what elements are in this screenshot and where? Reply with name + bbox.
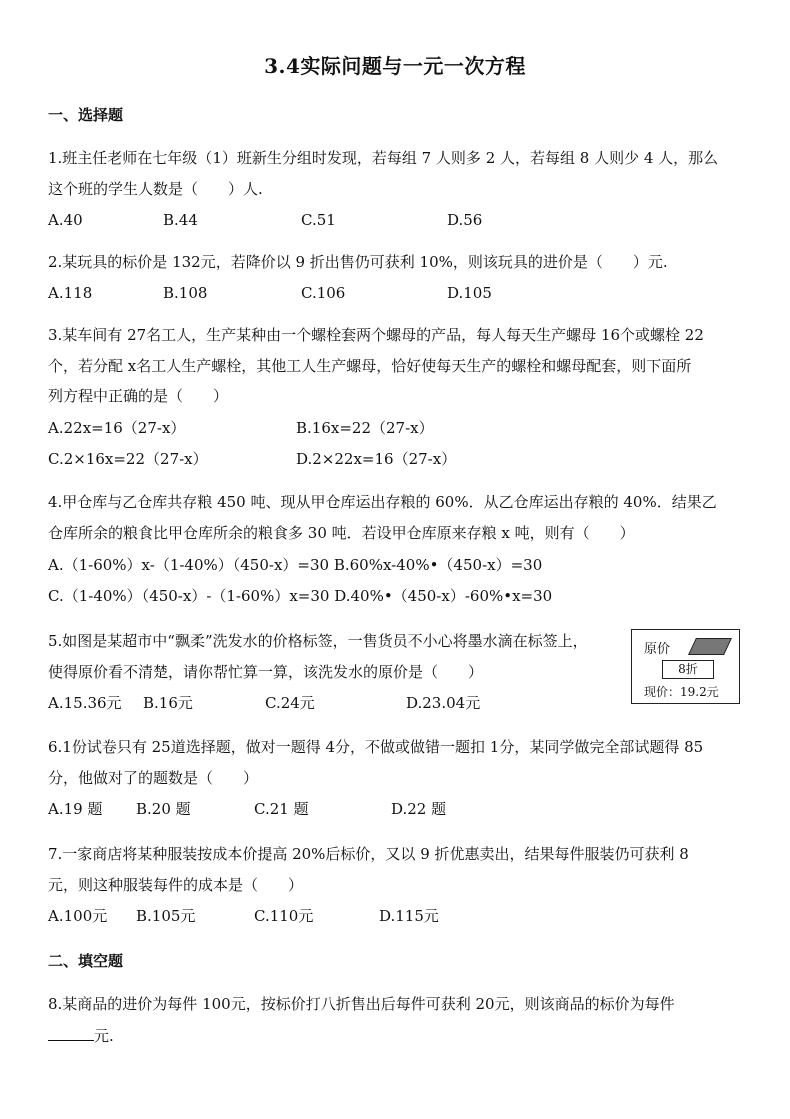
question-3-option-a: A.22x=16（27-x） [48, 419, 186, 437]
question-2-line-1: 2.某玩具的标价是 132元，若降价以 9 折出售仍可获利 10%，则该玩具的进价是（ ）元. [48, 253, 668, 271]
question-4-line-1: 4.甲仓库与乙仓库共存粮 450 吨、现从甲仓库运出存粮的 60%．从乙仓库运出存粮的 40%．结果乙 [48, 493, 717, 511]
question-7-line-1: 7.一家商店将某种服装按成本价提高 20%后标价，又以 9 折优惠卖出，结果每件服装仍可获利 8 [48, 845, 689, 863]
question-7-option-d: D.115元 [379, 907, 439, 925]
question-6-line-2: 分，他做对了的题数是（ ） [48, 769, 259, 787]
page-title: 3.4实际问题与一元一次方程 [264, 54, 526, 78]
question-8-line-1: 8.某商品的进价为每件 100元，按标价打八折售出后每件可获利 20元，则该商品的标价为每件 [48, 995, 675, 1013]
question-2-option-c: C.106 [301, 284, 346, 302]
question-1-option-a: A.40 [48, 211, 83, 229]
question-4-line-2: 仓库所余的粮食比甲仓库所余的粮食多 30 吨．若设甲仓库原来存粮 x 吨，则有（ ） [48, 524, 635, 542]
question-1-option-d: D.56 [447, 211, 483, 229]
price-tag-discount: 8折 [662, 660, 714, 679]
ink-stain [688, 638, 732, 655]
question-2-option-a: A.118 [48, 284, 93, 302]
question-6-option-a: A.19 题 [48, 800, 103, 818]
question-7-option-c: C.110元 [254, 907, 314, 925]
question-1-line-2: 这个班的学生人数是（ ）人. [48, 180, 263, 198]
question-6-option-c: C.21 题 [254, 800, 309, 818]
question-5-option-a: A.15.36元 [48, 694, 122, 712]
price-tag-figure [631, 629, 740, 704]
question-7-option-b: B.105元 [136, 907, 196, 925]
question-3-line-2: 个，若分配 x名工人生产螺栓，其他工人生产螺母，恰好使每天生产的螺栓和螺母配套，则下面所 [48, 357, 692, 375]
question-6-option-d: D.22 题 [391, 800, 447, 818]
question-5-line-2: 使得原价看不清楚，请你帮忙算一算，该洗发水的原价是（ ） [48, 663, 484, 681]
price-tag-original-label: 原价 [644, 642, 671, 657]
question-5-option-b: B.16元 [143, 694, 193, 712]
question-7-line-2: 元，则这种服装每件的成本是（ ） [48, 876, 304, 894]
question-1-option-b: B.44 [163, 211, 198, 229]
question-3-option-c: C.2×16x=22（27-x） [48, 450, 208, 468]
question-6-line-1: 6.1份试卷只有 25道选择题，做对一题得 4分，不做或做错一题扣 1分，某同学做完全部试题得 85 [48, 738, 704, 756]
question-2-option-b: B.108 [163, 284, 208, 302]
answer-blank[interactable] [48, 1026, 94, 1041]
question-8-unit: 元. [94, 1027, 114, 1045]
question-4-options-ab: A.（1-60%）x-（1-40%）（450-x）=30 B.60%x-40%•（450-x）=30 [48, 556, 543, 574]
question-6-option-b: B.20 题 [136, 800, 191, 818]
question-7-option-a: A.100元 [48, 907, 108, 925]
question-5-line-1: 5.如图是某超市中“飘柔”洗发水的价格标签，一售货员不小心将墨水滴在标签上， [48, 632, 588, 650]
question-8-line-2 [48, 1026, 114, 1046]
question-4-options-cd: C.（1-40%）（450-x）-（1-60%）x=30 D.40%•（450-x）-60%•x=30 [48, 587, 553, 605]
question-2-option-d: D.105 [447, 284, 492, 302]
question-3-option-b: B.16x=22（27-x） [296, 419, 434, 437]
question-5-option-d: D.23.04元 [406, 694, 481, 712]
question-3-line-1: 3.某车间有 27名工人，生产某种由一个螺栓套两个螺母的产品，每人每天生产螺母 16个或螺栓 22 [48, 326, 704, 344]
question-1-line-1: 1.班主任老师在七年级（1）班新生分组时发现，若每组 7 人则多 2 人，若每组 8 人则少 4 人，那么 [48, 149, 719, 167]
question-5-option-c: C.24元 [265, 694, 315, 712]
price-tag-current-price: 现价：19.2元 [644, 685, 719, 699]
question-3-line-3: 列方程中正确的是（ ） [48, 387, 229, 405]
question-3-option-d: D.2×22x=16（27-x） [296, 450, 457, 468]
section-heading-choice: 一、选择题 [48, 106, 124, 124]
section-heading-fill: 二、填空题 [48, 952, 124, 970]
question-1-option-c: C.51 [301, 211, 336, 229]
